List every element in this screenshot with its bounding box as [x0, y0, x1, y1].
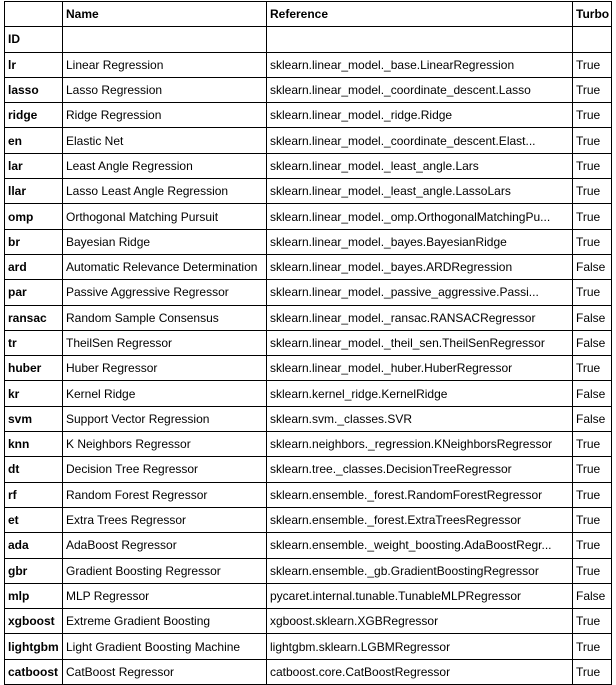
index-name-empty-cell [267, 27, 573, 52]
model-reference-cell: sklearn.svm._classes.SVR [267, 406, 573, 431]
model-name-cell: Extra Trees Regressor [63, 507, 267, 532]
table-row [5, 659, 612, 684]
model-turbo-cell: True [573, 558, 612, 583]
model-reference-cell: sklearn.ensemble._weight_boosting.AdaBoostRegr... [267, 533, 573, 558]
model-name-cell: Random Sample Consensus [63, 305, 267, 330]
model-name-cell: CatBoost Regressor [63, 659, 267, 684]
model-id-cell: llar [5, 179, 63, 204]
model-turbo-cell: False [573, 254, 612, 279]
model-id-cell: ada [5, 533, 63, 558]
model-name-cell: MLP Regressor [63, 583, 267, 608]
model-name-cell: Light Gradient Boosting Machine [63, 634, 267, 659]
model-turbo-cell: True [573, 52, 612, 77]
table-row [5, 52, 612, 77]
model-turbo-cell: True [573, 482, 612, 507]
table-row [5, 406, 612, 431]
model-id-cell: gbr [5, 558, 63, 583]
model-reference-cell: sklearn.linear_model._ransac.RANSACRegressor [267, 305, 573, 330]
model-id-cell: kr [5, 381, 63, 406]
table-row [5, 128, 612, 153]
model-id-cell: dt [5, 457, 63, 482]
model-name-cell: Bayesian Ridge [63, 229, 267, 254]
model-name-cell: Huber Regressor [63, 356, 267, 381]
model-name-cell: Orthogonal Matching Pursuit [63, 204, 267, 229]
model-name-cell: Extreme Gradient Boosting [63, 609, 267, 634]
model-id-cell: lasso [5, 77, 63, 102]
model-turbo-cell: False [573, 406, 612, 431]
model-turbo-cell: True [573, 634, 612, 659]
table-row [5, 609, 612, 634]
column-header-name: Name [63, 2, 267, 27]
table-row [5, 204, 612, 229]
table-row [5, 432, 612, 457]
models-table [4, 1, 612, 685]
model-id-cell: huber [5, 356, 63, 381]
model-turbo-cell: True [573, 128, 612, 153]
model-reference-cell: sklearn.linear_model._huber.HuberRegressor [267, 356, 573, 381]
model-reference-cell: sklearn.ensemble._forest.ExtraTreesRegressor [267, 507, 573, 532]
index-name-empty-cell [63, 27, 267, 52]
table-row [5, 533, 612, 558]
model-name-cell: Random Forest Regressor [63, 482, 267, 507]
model-id-cell: br [5, 229, 63, 254]
model-reference-cell: sklearn.ensemble._forest.RandomForestRegressor [267, 482, 573, 507]
table-row [5, 457, 612, 482]
table-row [5, 482, 612, 507]
model-name-cell: Ridge Regression [63, 103, 267, 128]
model-reference-cell: sklearn.linear_model._theil_sen.TheilSenRegressor [267, 330, 573, 355]
model-name-cell: Gradient Boosting Regressor [63, 558, 267, 583]
model-turbo-cell: True [573, 609, 612, 634]
table-row [5, 254, 612, 279]
index-name-empty-cell [573, 27, 612, 52]
table-row [5, 77, 612, 102]
model-reference-cell: pycaret.internal.tunable.TunableMLPRegressor [267, 583, 573, 608]
table-header [5, 2, 612, 53]
index-name-label: ID [5, 27, 63, 52]
model-name-cell: Lasso Regression [63, 77, 267, 102]
model-id-cell: ridge [5, 103, 63, 128]
model-name-cell: Linear Regression [63, 52, 267, 77]
model-name-cell: Decision Tree Regressor [63, 457, 267, 482]
model-reference-cell: sklearn.linear_model._passive_aggressive.Passi... [267, 280, 573, 305]
model-reference-cell: sklearn.linear_model._coordinate_descent.Elast... [267, 128, 573, 153]
model-id-cell: knn [5, 432, 63, 457]
model-id-cell: lightgbm [5, 634, 63, 659]
model-name-cell: Lasso Least Angle Regression [63, 179, 267, 204]
model-id-cell: catboost [5, 659, 63, 684]
model-name-cell: Elastic Net [63, 128, 267, 153]
model-reference-cell: sklearn.neighbors._regression.KNeighborsRegressor [267, 432, 573, 457]
model-id-cell: tr [5, 330, 63, 355]
model-id-cell: mlp [5, 583, 63, 608]
model-reference-cell: sklearn.linear_model._ridge.Ridge [267, 103, 573, 128]
model-turbo-cell: False [573, 305, 612, 330]
model-reference-cell: sklearn.tree._classes.DecisionTreeRegressor [267, 457, 573, 482]
model-id-cell: omp [5, 204, 63, 229]
model-name-cell: AdaBoost Regressor [63, 533, 267, 558]
table-row [5, 179, 612, 204]
table-row [5, 153, 612, 178]
model-id-cell: ransac [5, 305, 63, 330]
column-header-row [5, 2, 612, 27]
model-id-cell: rf [5, 482, 63, 507]
model-turbo-cell: True [573, 533, 612, 558]
model-reference-cell: sklearn.linear_model._base.LinearRegression [267, 52, 573, 77]
index-name-row [5, 27, 612, 52]
table-row [5, 280, 612, 305]
model-turbo-cell: False [573, 583, 612, 608]
model-id-cell: xgboost [5, 609, 63, 634]
model-turbo-cell: True [573, 103, 612, 128]
table-row [5, 634, 612, 659]
model-turbo-cell: True [573, 77, 612, 102]
model-reference-cell: sklearn.linear_model._omp.OrthogonalMatchingPu... [267, 204, 573, 229]
model-turbo-cell: True [573, 507, 612, 532]
model-name-cell: TheilSen Regressor [63, 330, 267, 355]
model-id-cell: par [5, 280, 63, 305]
model-name-cell: Support Vector Regression [63, 406, 267, 431]
model-turbo-cell: True [573, 356, 612, 381]
column-header-turbo: Turbo [573, 2, 612, 27]
table-row [5, 381, 612, 406]
model-name-cell: Passive Aggressive Regressor [63, 280, 267, 305]
model-reference-cell: sklearn.linear_model._coordinate_descent.Lasso [267, 77, 573, 102]
table-row [5, 507, 612, 532]
model-name-cell: Automatic Relevance Determination [63, 254, 267, 279]
model-id-cell: lr [5, 52, 63, 77]
table-body [5, 52, 612, 684]
model-reference-cell: sklearn.linear_model._least_angle.Lars [267, 153, 573, 178]
model-id-cell: svm [5, 406, 63, 431]
model-turbo-cell: True [573, 280, 612, 305]
model-reference-cell: xgboost.sklearn.XGBRegressor [267, 609, 573, 634]
column-header-reference: Reference [267, 2, 573, 27]
model-name-cell: Kernel Ridge [63, 381, 267, 406]
model-reference-cell: sklearn.kernel_ridge.KernelRidge [267, 381, 573, 406]
model-turbo-cell: True [573, 659, 612, 684]
model-reference-cell: catboost.core.CatBoostRegressor [267, 659, 573, 684]
table-row [5, 103, 612, 128]
model-turbo-cell: True [573, 432, 612, 457]
model-id-cell: lar [5, 153, 63, 178]
model-turbo-cell: True [573, 179, 612, 204]
table-row [5, 356, 612, 381]
model-id-cell: en [5, 128, 63, 153]
model-turbo-cell: True [573, 204, 612, 229]
model-name-cell: Least Angle Regression [63, 153, 267, 178]
model-turbo-cell: False [573, 330, 612, 355]
table-row [5, 558, 612, 583]
model-turbo-cell: False [573, 381, 612, 406]
table-row [5, 229, 612, 254]
model-name-cell: K Neighbors Regressor [63, 432, 267, 457]
model-reference-cell: sklearn.ensemble._gb.GradientBoostingRegressor [267, 558, 573, 583]
model-turbo-cell: True [573, 229, 612, 254]
model-reference-cell: lightgbm.sklearn.LGBMRegressor [267, 634, 573, 659]
model-reference-cell: sklearn.linear_model._bayes.BayesianRidge [267, 229, 573, 254]
model-turbo-cell: True [573, 153, 612, 178]
table-row [5, 330, 612, 355]
model-reference-cell: sklearn.linear_model._least_angle.LassoLars [267, 179, 573, 204]
model-id-cell: ard [5, 254, 63, 279]
table-row [5, 583, 612, 608]
model-reference-cell: sklearn.linear_model._bayes.ARDRegression [267, 254, 573, 279]
column-header-index [5, 2, 63, 27]
table-row [5, 305, 612, 330]
model-turbo-cell: True [573, 457, 612, 482]
model-id-cell: et [5, 507, 63, 532]
